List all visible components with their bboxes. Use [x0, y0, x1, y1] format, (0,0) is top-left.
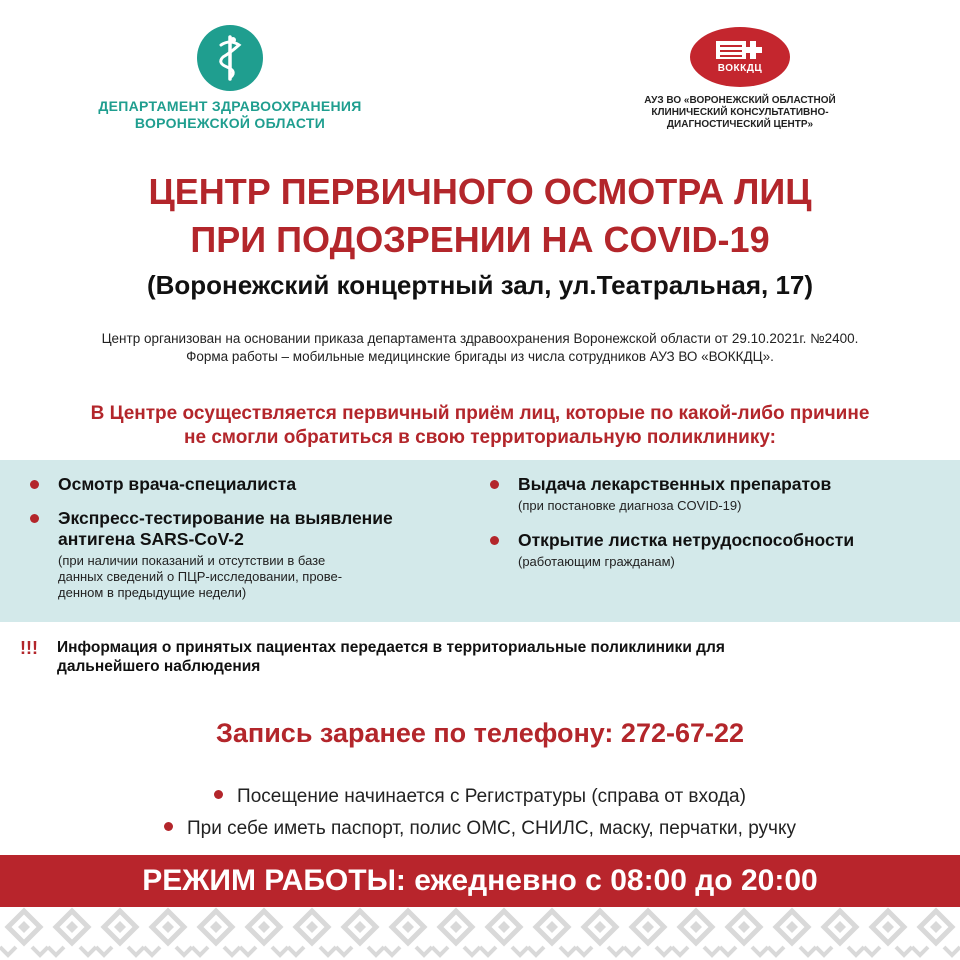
- service-item-medicines: Выдача лекарственных препаратов (при постановке диагноза COVID-19): [490, 474, 831, 514]
- intro-text: В Центре осуществляется первичный приём лиц, которые по какой-либо причине не смогли обратиться в свою территориальную поликлинику:: [90, 403, 870, 448]
- caduceus-icon: [197, 25, 263, 91]
- bullet-icon: [214, 790, 223, 799]
- phone-booking: Запись заранее по телефону: 272-67-22: [215, 718, 745, 748]
- page-title-line-2: ПРИ ПОДОЗРЕНИИ НА COVID-19: [190, 219, 770, 260]
- bullet-icon: [490, 480, 499, 489]
- service-item-sick-leave: Открытие листка нетрудоспособности (работающим гражданам): [490, 530, 854, 570]
- clinic-name: АУЗ ВО «ВОРОНЕЖСКИЙ ОБЛАСТНОЙ КЛИНИЧЕСКИЙ КОНСУЛЬТАТИВНО- ДИАГНОСТИЧЕСКИЙ ЦЕНТР»: [644, 95, 836, 130]
- department-name: ДЕПАРТАМЕНТ ЗДРАВООХРАНЕНИЯ ВОРОНЕЖСКОЙ ОБЛАСТИ: [98, 98, 362, 131]
- service-item-specialist: Осмотр врача-специалиста: [30, 474, 296, 495]
- page-title-line-1: ЦЕНТР ПЕРВИЧНОГО ОСМОТРА ЛИЦ: [148, 171, 812, 212]
- visit-note-2: При себе иметь паспорт, полис ОМС, СНИЛС, маску, перчатки, ручку: [0, 818, 960, 840]
- services-panel: [0, 460, 960, 622]
- organization-note: Центр организован на основании приказа департамента здравоохранения Воронежской области от 29.10.2021г. №2400. Форма работы – мобильные медицинские бригады из числа сотрудников АУЗ ВО «ВОККДЦ».: [101, 331, 859, 364]
- ornament-pattern-icon: [0, 907, 960, 960]
- department-logo: [60, 25, 400, 132]
- bullet-icon: [30, 514, 39, 523]
- info-notice: !!! Информация о принятых пациентах передается в территориальные поликлиники для дальнейшего наблюдения: [20, 638, 725, 675]
- clinic-logo: [620, 27, 860, 131]
- hospital-building-icon: [690, 27, 790, 87]
- service-item-express-test: Экспресс-тестирование на выявление антигена SARS-CoV-2 (при наличии показаний и отсутствии в базе данных сведений о ПЦР-исследовании, прове- денном в предыдущие недели): [30, 508, 393, 601]
- exclamation-icon: !!!: [20, 638, 38, 658]
- bullet-icon: [30, 480, 39, 489]
- clinic-logo-text: ВОККДЦ: [717, 63, 763, 74]
- location-subtitle: (Воронежский концертный зал, ул.Театральная, 17): [146, 270, 814, 300]
- bullet-icon: [164, 822, 173, 831]
- working-hours-bar: РЕЖИМ РАБОТЫ: ежедневно с 08:00 до 20:00: [0, 855, 960, 907]
- visit-note-1: Посещение начинается с Регистратуры (справа от входа): [0, 786, 960, 808]
- bullet-icon: [490, 536, 499, 545]
